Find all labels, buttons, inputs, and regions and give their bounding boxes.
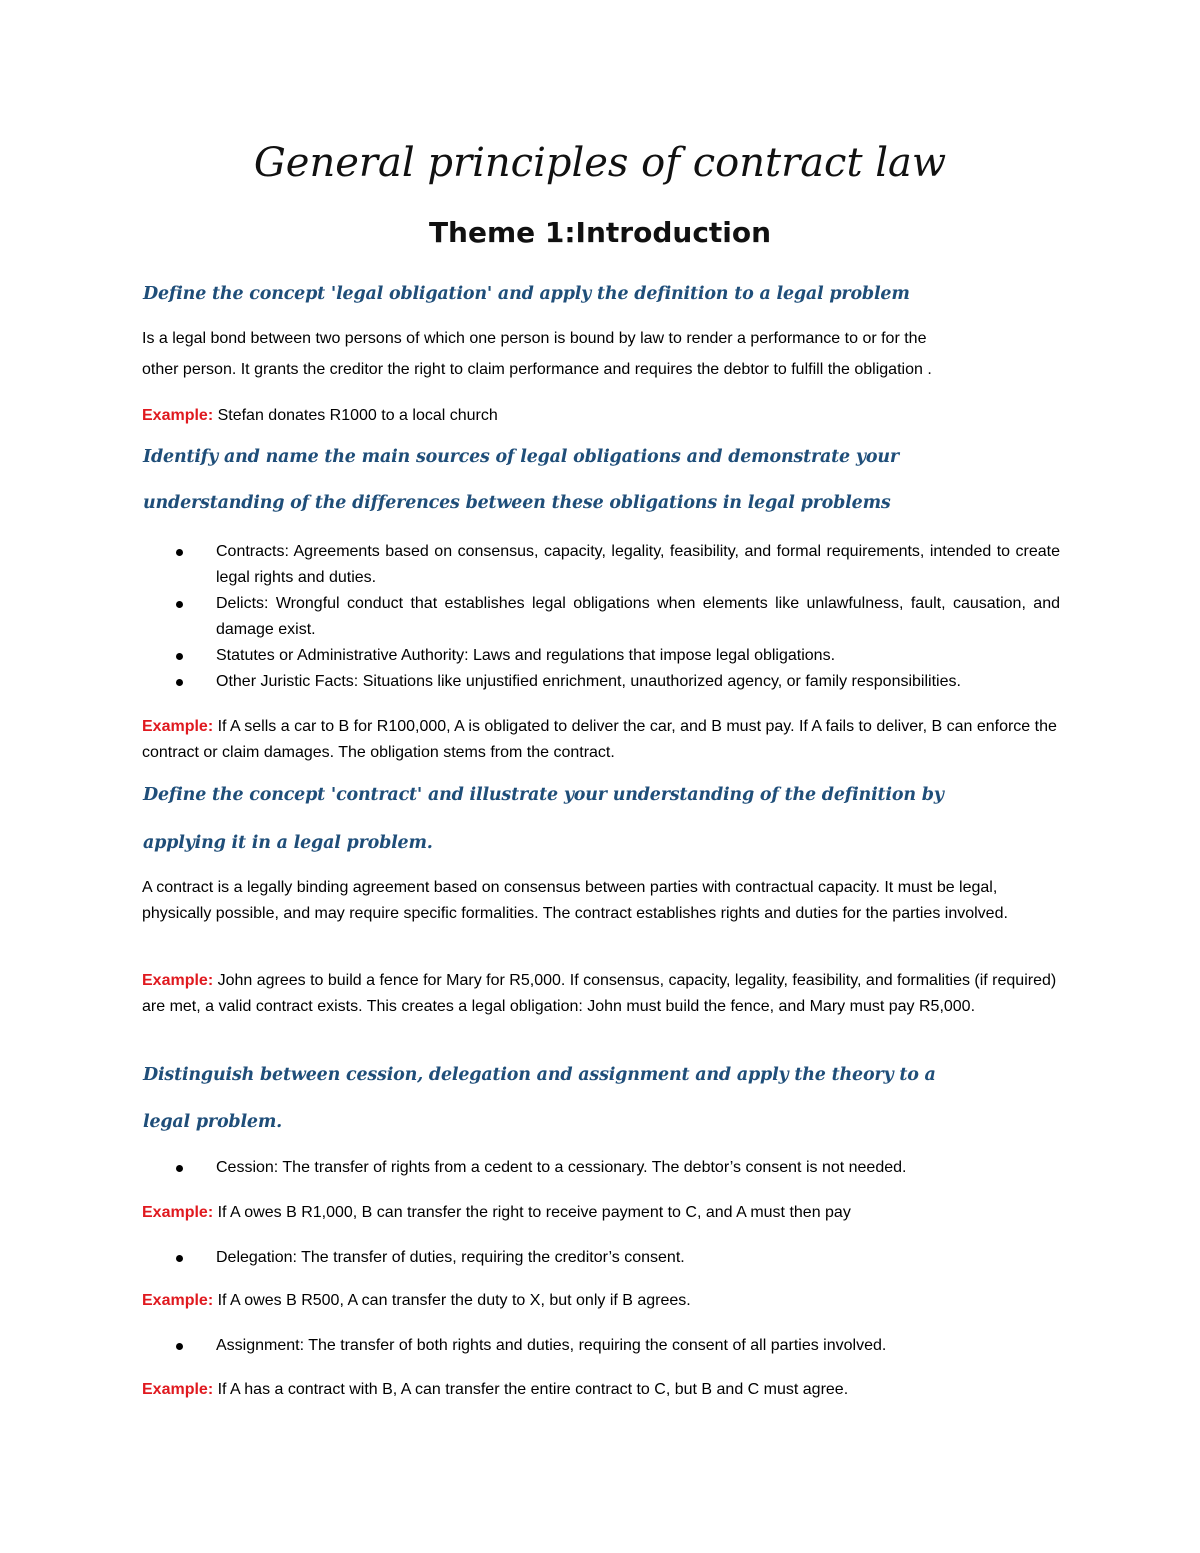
list-item: Assignment: The transfer of both rights and duties, requiring the consent of all parties involved.	[142, 1333, 1060, 1359]
example-paragraph	[142, 968, 1060, 1020]
delegation-list	[142, 1245, 1060, 1271]
paragraph-line: Is a legal bond between two persons of which one person is bound by law to render a performance to or for the	[142, 330, 927, 347]
example-paragraph	[142, 714, 1060, 766]
example-text: If A owes B R500, A can transfer the duty to X, but only if B agrees.	[213, 1292, 691, 1309]
contract-definition-paragraph: A contract is a legally binding agreement based on consensus between parties with contractual capacity. It must be legal, physically possible, and may require specific formalities. The contract establishes rights and duties for the parties involved.	[142, 879, 1008, 922]
cession-list	[142, 1155, 1060, 1181]
example-text: Stefan donates R1000 to a local church	[213, 407, 498, 424]
list-item: Other Juristic Facts: Situations like unjustified enrichment, unauthorized agency, or family responsibilities.	[142, 669, 1060, 695]
example-paragraph	[142, 1377, 1060, 1403]
section-heading-contract-line2: applying it in a legal problem.	[143, 833, 433, 853]
example-label: Example:	[142, 1204, 214, 1221]
bullet-icon	[176, 601, 183, 608]
example-paragraph	[142, 1288, 1060, 1314]
bullet-icon	[176, 653, 183, 660]
assignment-list	[142, 1333, 1060, 1359]
bullet-icon	[176, 549, 183, 556]
list-item: Delicts: Wrongful conduct that establishes legal obligations when elements like unlawfulness, fault, causation, and damage exist.	[142, 591, 1060, 643]
list-item: Contracts: Agreements based on consensus, capacity, legality, feasibility, and formal requirements, intended to create legal rights and duties.	[142, 539, 1060, 591]
list-item: Statutes or Administrative Authority: Laws and regulations that impose legal obligations.	[142, 643, 1060, 669]
paragraph-line: other person. It grants the creditor the right to claim performance and requires the debtor to fulfill the obligation .	[142, 361, 932, 378]
example-text: If A owes B R1,000, B can transfer the right to receive payment to C, and A must then pay	[213, 1204, 851, 1221]
bullet-icon	[176, 1343, 183, 1350]
example-label: Example:	[142, 718, 214, 735]
example-label: Example:	[142, 972, 214, 989]
section-heading-cession-line1: Distinguish between cession, delegation and assignment and apply the theory to a	[143, 1065, 936, 1085]
example-label: Example:	[142, 407, 214, 424]
document-title: General principles of contract law	[253, 140, 947, 186]
bullet-icon	[176, 679, 183, 686]
section-heading-legal-obligation: Define the concept 'legal obligation' and apply the definition to a legal problem	[143, 284, 910, 304]
section-heading-sources-line1: Identify and name the main sources of legal obligations and demonstrate your	[143, 447, 899, 467]
list-item: Delegation: The transfer of duties, requiring the creditor’s consent.	[142, 1245, 1060, 1271]
example-paragraph	[142, 1200, 1060, 1226]
sources-list	[142, 539, 1060, 695]
section-heading-sources-line2: understanding of the differences between these obligations in legal problems	[143, 493, 891, 513]
section-heading-cession-line2: legal problem.	[143, 1112, 283, 1132]
bullet-icon	[176, 1255, 183, 1262]
example-label: Example:	[142, 1292, 214, 1309]
section-heading-contract-line1: Define the concept 'contract' and illustrate your understanding of the definition by	[143, 785, 944, 805]
bullet-icon	[176, 1165, 183, 1172]
example-paragraph	[142, 403, 1060, 429]
example-text: If A has a contract with B, A can transfer the entire contract to C, but B and C must agree.	[213, 1381, 849, 1398]
example-label: Example:	[142, 1381, 214, 1398]
example-text: John agrees to build a fence for Mary for R5,000. If consensus, capacity, legality, feasibility, and formalities (if required) are met, a valid contract exists. This creates a legal obligation: John must build the fence, and Mary must pay R5,000.	[142, 972, 1057, 1015]
example-text: If A sells a car to B for R100,000, A is obligated to deliver the car, and B must pay. If A fails to deliver, B can enforce the contract or claim damages. The obligation stems from the contract.	[142, 718, 1057, 761]
list-item: Cession: The transfer of rights from a cedent to a cessionary. The debtor’s consent is not needed.	[142, 1155, 1060, 1181]
theme-heading: Theme 1:Introduction	[428, 216, 772, 249]
